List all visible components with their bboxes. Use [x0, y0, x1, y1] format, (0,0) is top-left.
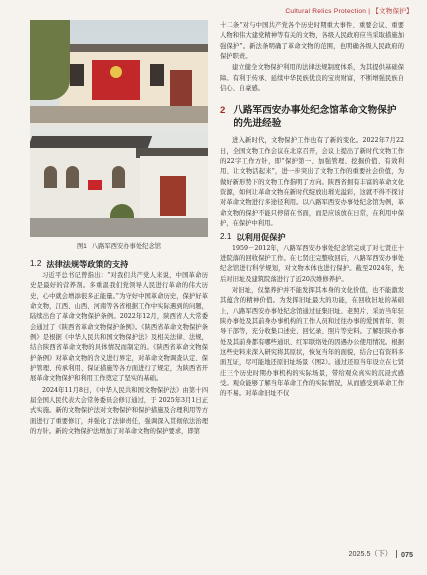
figure-photo	[30, 20, 208, 237]
paragraph: 十二条“对与中国共产党各个历史时期重大事件、重要会议、重要人物和伟大建党精神等有关的文物，各级人民政府应当采取措施加强保护”。新法条明确了革命文物的范围，也明确各级人民政府的保护职责。	[220, 22, 404, 61]
figure-number: 图1	[76, 243, 87, 250]
page-footer	[348, 549, 413, 559]
section-title: 法律法规等政策的支持	[46, 260, 129, 269]
red-flag	[88, 180, 102, 190]
section-title: 八路军西安办事处纪念馆革命文物保护的先进经验	[233, 105, 397, 130]
paragraph: 1959－2012年，八路军西安办事处纪念馆完成了对七贤庄十进院落的回收保护工作。在七贤庄完整收回后，八路军西安办事处纪念馆进行科学规划，对文物本体也进行保护。截至2024年，先后对旧址及建筑院落进行了近20次维修养护。	[220, 244, 404, 283]
left-column	[30, 20, 208, 438]
right-column	[220, 20, 404, 400]
party-emblem	[110, 66, 122, 78]
journal-name: Cultural Relics Protection	[285, 8, 367, 15]
paragraph: 进入新时代，文物保护工作也有了新的变化。2022年7月22日，全国文物工作会议在北京召开，会议上提出了新时代文物工作的22字工作方针，即“保护第一、加强管理、挖掘价值、有效利用、让文物活起来”，进一步突出了文物工作的重要社会价值，为做好新形势下的文物工作指明了方向。陕西省拥有丰富的革命文化资源，如何让革命文物在新时代绽放出璀光溢彩，这就不得不探讨对革命文物进行多途径利用。以八路军西安办事处纪念馆为例，革命文物的保护不能只停留在书面，而是应该放在日常，在利用中保护，在保护中利用。	[220, 137, 404, 228]
section-heading-1-2	[30, 259, 208, 270]
footer-divider	[396, 550, 397, 558]
subsection-title: 以利用促保护	[236, 232, 286, 242]
paragraph: 习近平总书记曾指出：“对我们共产党人来说，中国革命历史是最好的营养剂。多重温我们党领导人民进行革命的伟大历史，心中就会增添很多正能量。”为守好中国革命历史，保护好革命文物，江西、山西、河南等各省根据工作中实际遇到的问题，陆续出台了革命文物保护条例。2022年12月，陕西省人大常委会通过了《陕西省革命文物保护条例》。《陕西省革命文物保护条例》是根据《中华人民共和国文物保护法》及相关法律、法规，结合陕西省革命文物的具体情况而制定的。《陕西省革命文物保护条例》对革命文物的含义进行界定，对革命文物调查认定、保护管理、传承利用、保证措施等各方面进行了规定，为陕西省开展革命文物保护和利用工作奠定了坚实的基础。	[30, 272, 208, 383]
subsection-heading-2-1	[220, 232, 404, 243]
paragraph: 2024年11月8日，《中华人民共和国文物保护法》由第十四届全国人民代表大会常务委员会修订通过，于 2025年3月1日正式实施。新的文物保护法对文物保护和保护措施及合理利用等方面进行了重要修订，并强化了法律责任，强调深入贯彻依法治理的方针。新的文物保护法增加了对革命文物的保护要求，即第	[30, 386, 208, 436]
header-divider: |	[368, 8, 371, 15]
figure-caption	[30, 241, 208, 250]
page-number: 075	[401, 549, 413, 559]
section-number: 2	[220, 105, 226, 117]
paragraph: 建立健全文物保护利用的法律法规制度体系，为其提供基础保障。有利于传承、延续中华民族优良的宝贵财富，不断增强民族自信心、自豪感。	[220, 64, 404, 93]
issue-label: 2025.5（下）	[348, 549, 392, 558]
photo-museum-courtyard	[30, 20, 208, 123]
running-header	[285, 6, 413, 15]
section-tag: 【文物保护】	[372, 8, 413, 15]
paragraph: 对旧址，仅靠养护并不能发挥其本身的文化价值，也不能激发其蕴含的精神价值。为发挥旧址最大的功能，在回收旧址的基础上，八路军西安办事处纪念馆通过征集旧址、老照片、采访当年驻陕办事处及其前身办事机构的工作人员和过往办事的爱国青年、领导干部等，充分收集口述史、回忆录、照片等史料。了解驻陕办事处及其前身都有哪些通讯、红军联络处的因遇办公使用情况。根据这些史料来深入研究将其原状，恢复当年的面貌，结合已有资料多面互证，尽可能地还原旧址场景（图2）。通过还原当年设立在七贤庄三个历史时期办事机构的实际场景，带给观众真实的沉浸式感受。观众能够了解当年革命工作的实际情况，从而感受到革命工作的不易。对革命旧址不仅	[220, 286, 404, 398]
subsection-number: 2.1	[220, 231, 232, 241]
figure-caption-text: 八路军西安办事处纪念馆	[91, 243, 162, 250]
photo-museum-building	[30, 126, 208, 237]
section-heading-2	[220, 104, 404, 130]
section-number: 1.2	[30, 259, 42, 268]
